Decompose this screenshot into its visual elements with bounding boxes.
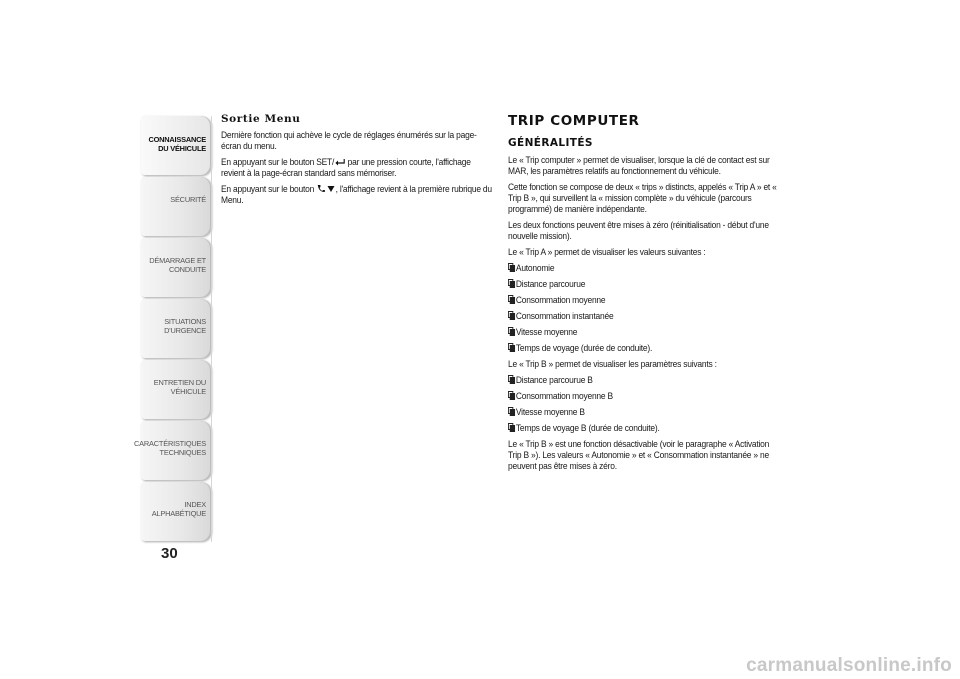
checkbox-bullet-icon — [508, 375, 513, 382]
right-column — [508, 113, 778, 477]
tab-label: ENTRETIEN DU VÉHICULE — [153, 378, 206, 396]
tab-securite[interactable] — [141, 177, 211, 236]
checkbox-bullet-icon — [508, 263, 513, 270]
chapter-sidebar — [134, 116, 211, 543]
tab-situations-d-urgence[interactable] — [141, 299, 211, 358]
tab-caracteristiques-techniques[interactable] — [134, 421, 211, 480]
paragraph: Le « Trip A » permet de visualiser les valeurs suivantes : — [508, 247, 706, 258]
paragraph: Le « Trip B » est une fonction désactivable (voir le paragraphe « Activation Trip B »). Les valeurs « Autonomie » et « Consommation instantanée » ne peuvent pas être mises à zéro. — [508, 439, 770, 472]
list-item-text: Distance parcourue B — [515, 375, 593, 386]
tab-label: INDEX ALPHABÉTIQUE — [151, 500, 206, 518]
paragraph: Cette fonction se compose de deux « trips » distincts, appelés « Trip A » et « Trip B », qui surveillent la « mission complète » du véhicule (parcours programmé) de manière indépendante. — [508, 182, 777, 215]
list-item — [508, 343, 779, 354]
paragraph: Le « Trip B » permet de visualiser les paramètres suivants : — [508, 359, 717, 370]
list-item — [508, 391, 779, 402]
tab-entretien-du-vehicule[interactable] — [141, 360, 211, 419]
list-item-text: Distance parcourue — [515, 279, 586, 290]
list-item-text: Temps de voyage (durée de conduite). — [515, 343, 653, 354]
list-item-text: Consommation moyenne — [515, 295, 606, 306]
tab-index-alphabetique[interactable] — [141, 482, 211, 541]
list-item-text: Vitesse moyenne — [515, 327, 578, 338]
list-item — [508, 423, 779, 434]
page-number: 30 — [161, 545, 178, 562]
paragraph: Dernière fonction qui achève le cycle de réglages énumérés sur la page-écran du menu. — [221, 130, 477, 152]
sidebar-divider — [211, 116, 212, 542]
checkbox-bullet-icon — [508, 311, 513, 318]
checkbox-bullet-icon — [508, 327, 513, 334]
list-item — [508, 311, 779, 322]
text-fragment: En appuyant sur le bouton — [221, 184, 317, 195]
text-fragment: , l'affichage revient à la première rubrique du Menu. — [221, 184, 492, 206]
list-item-text: Autonomie — [515, 263, 555, 274]
phone-down-arrow-icon — [316, 184, 335, 193]
list-item-text: Consommation instantanée — [515, 311, 614, 322]
return-arrow-icon — [334, 158, 345, 166]
list-item-text: Vitesse moyenne B — [515, 407, 585, 418]
section-heading: Sortie Menu — [221, 113, 301, 125]
tab-label: CONNAISSANCE DU VÉHICULE — [148, 135, 206, 153]
text-fragment: par une pression courte, l'affichage revient à la page-écran standard sans mémoriser. — [221, 157, 471, 179]
list-item — [508, 375, 779, 386]
text-fragment: En appuyant sur le bouton SET/ — [221, 157, 335, 168]
watermark: carmanualsonline.info — [746, 655, 952, 676]
list-item — [508, 295, 779, 306]
tab-label: SÉCURITÉ — [170, 195, 206, 204]
page-title: TRIP COMPUTER — [508, 113, 640, 129]
paragraph — [221, 157, 492, 179]
paragraph: Les deux fonctions peuvent être mises à zéro (réinitialisation - début d'une nouvelle mission). — [508, 220, 769, 242]
checkbox-bullet-icon — [508, 423, 513, 430]
checkbox-bullet-icon — [508, 295, 513, 302]
list-item — [508, 327, 779, 338]
tab-label: CARACTÉRISTIQUES TECHNIQUES — [134, 439, 206, 457]
tab-label: DÉMARRAGE ET CONDUITE — [149, 256, 206, 274]
trip-b-list — [508, 375, 778, 434]
left-column — [221, 113, 491, 211]
list-item — [508, 407, 779, 418]
paragraph: Le « Trip computer » permet de visualiser, lorsque la clé de contact est sur MAR, les paramètres relatifs au fonctionnement du véhicule. — [508, 155, 770, 177]
tab-label: SITUATIONS D'URGENCE — [164, 317, 206, 335]
tab-demarrage-et-conduite[interactable] — [141, 238, 211, 297]
paragraph — [221, 184, 492, 206]
trip-a-list — [508, 263, 778, 354]
list-item — [508, 263, 779, 274]
checkbox-bullet-icon — [508, 343, 513, 350]
tab-connaissance-du-vehicule[interactable] — [141, 116, 211, 175]
checkbox-bullet-icon — [508, 279, 513, 286]
section-heading: GÉNÉRALITÉS — [508, 137, 593, 149]
checkbox-bullet-icon — [508, 407, 513, 414]
list-item-text: Consommation moyenne B — [515, 391, 613, 402]
list-item-text: Temps de voyage B (durée de conduite). — [515, 423, 660, 434]
checkbox-bullet-icon — [508, 391, 513, 398]
list-item — [508, 279, 779, 290]
